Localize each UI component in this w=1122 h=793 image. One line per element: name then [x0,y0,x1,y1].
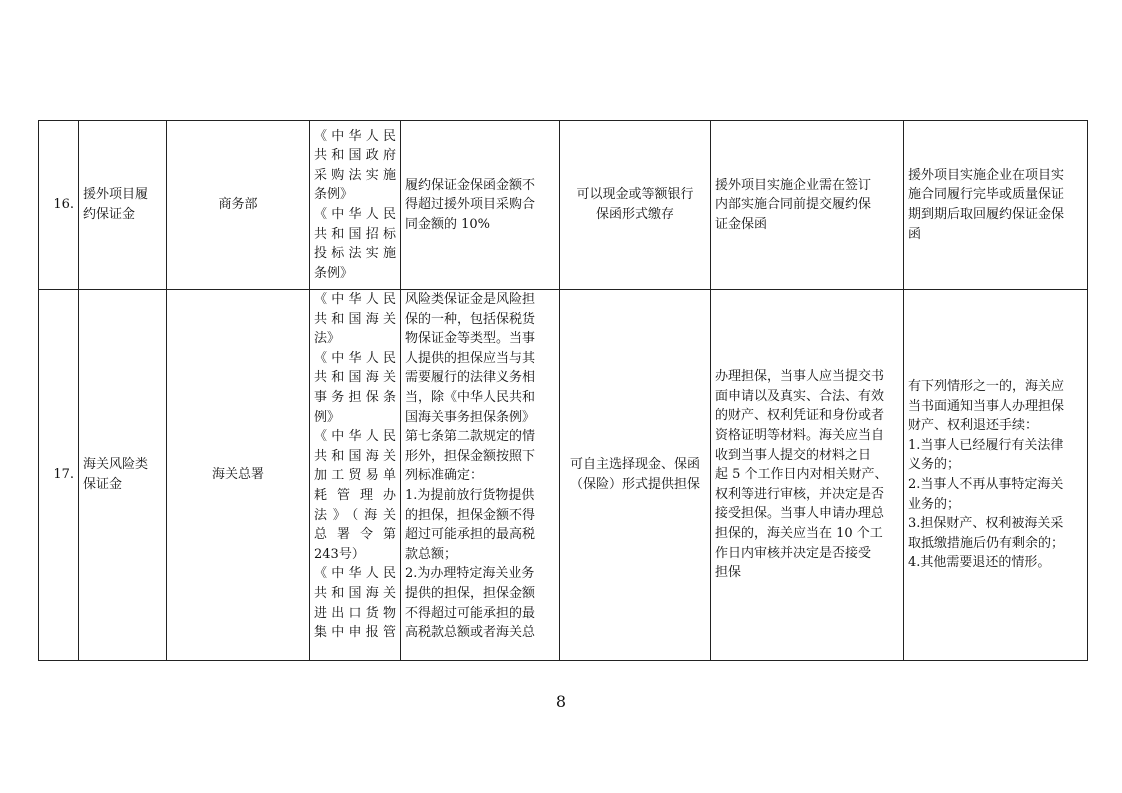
legal-basis-line: 共和国海关 [314,448,396,464]
legal-basis-line: 共和国海关 [314,585,396,601]
amount-standard-line: 物保证金等类型。当事 [405,331,536,347]
item-name-line: 海关风险类 [83,457,149,473]
procedure-line: 接受担保。当事人申请办理总 [715,506,885,522]
amount-standard-line: 高税款总额或者海关总 [405,625,536,641]
row-number: 16. [39,121,79,290]
procedure-line: 的财产、权利凭证和身份或者 [715,408,885,424]
amount-standard-line: 不得超过可能承担的最 [405,605,536,621]
procedure-line: 作日内审核并决定是否接受 [715,545,872,561]
payment-form-cell [560,121,711,290]
amount-standard-line: 1.为提前放行货物提供 [405,487,535,503]
refund-line: 财产、权利退还手续： [908,418,1039,434]
refund-line: 期到期后取回履约保证金保 [908,207,1065,222]
item-name-line: 约保证金 [83,207,136,222]
refund-line: 1.当事人已经履行有关法律 [908,437,1064,453]
legal-basis-line: 《中华人民 [314,566,396,582]
refund-line: 当书面通知当事人办理担保 [908,398,1065,414]
payment-form-line: （保险）形式提供担保 [569,477,700,492]
procedure-line: 收到当事人提交的材料之日 [715,447,872,463]
payment-form-line: 可自主选择现金、保函 [569,457,700,473]
legal-basis-line: 事务担保条 [314,389,396,405]
legal-basis-line: 法》（海关 [314,507,396,523]
legal-basis-cell [310,121,401,290]
amount-standard-line: 款总额； [405,546,458,562]
legal-basis-line: 《中华人民 [314,292,396,307]
legal-basis-line: 243号） [314,546,365,562]
refund-line: 取抵缴措施后仍有剩余的； [908,535,1065,551]
amount-standard-line: 的担保，担保金额不得 [405,507,536,523]
amount-standard-line: 2.为办理特定海关业务 [405,566,535,582]
amount-standard-line: 需要履行的法律义务相 [405,370,536,386]
legal-basis-line: 共和国招标 [314,226,396,242]
refund-cell [904,121,1088,290]
procedure-cell [711,121,904,290]
department-cell: 海关总署 [167,290,310,661]
page-number: 8 [555,692,567,711]
legal-basis-line: 共和国海关 [314,370,396,386]
procedure-line: 权利等进行审核，并决定是否 [715,486,885,502]
legal-basis-line: 法》 [314,331,341,347]
amount-standard-line: 同金额的 10% [405,216,491,232]
refund-line: 3.担保财产、权利被海关采 [908,516,1064,532]
amount-standard-line: 列标准确定： [405,468,484,484]
table-row [39,121,1088,290]
procedure-line: 援外项目实施企业需在签订 [715,177,872,193]
legal-basis-line: 《中华人民 [314,350,396,366]
item-name-line: 援外项目履 [83,187,149,203]
refund-line: 有下列情形之一的，海关应 [908,379,1065,395]
item-name-cell [79,290,167,661]
payment-form-line: 可以现金或等额银行 [576,187,694,203]
amount-standard-line: 国海关事务担保条例》 [405,409,536,425]
amount-standard-line: 当，除《中华人民共和 [405,389,536,405]
row-number: 17. [39,290,79,661]
legal-basis-line: 加工贸易单 [314,468,396,484]
legal-basis-line: 耗管理办 [314,487,396,503]
guarantee-deposit-table [38,120,1088,661]
amount-standard-line: 第七条第二款规定的情 [405,429,536,445]
refund-cell [904,290,1088,661]
amount-standard-line: 提供的担保，担保金额 [405,585,536,601]
procedure-line: 资格证明等材料。海关应当自 [715,428,885,444]
refund-line: 援外项目实施企业在项目实 [908,167,1065,183]
amount-standard-line: 风险类保证金是风险担 [405,292,536,307]
legal-basis-line: 进出口货物 [314,605,396,621]
amount-standard-line: 形外，担保金额按照下 [405,448,536,464]
procedure-line: 证金保函 [715,216,768,232]
amount-standard-cell [401,121,560,290]
legal-basis-line: 《中华人民 [314,429,396,445]
refund-line: 义务的； [908,457,961,473]
procedure-line: 担保 [715,565,742,581]
legal-basis-line: 集中申报管 [314,625,396,641]
legal-basis-line: 总署令第 [314,527,396,543]
item-name-cell [79,121,167,290]
payment-form-line: 保函形式缴存 [595,207,674,222]
procedure-line: 内部实施合同前提交履约保 [715,197,872,213]
legal-basis-cell [310,290,401,661]
payment-form-cell [560,290,711,661]
legal-basis-line: 《中华人民 [314,128,396,144]
procedure-line: 面申请以及真实、合法、有效 [715,388,885,404]
procedure-line: 起 5 个工作日内对相关财产、 [715,467,888,483]
legal-basis-line: 共和国政府 [314,148,396,164]
legal-basis-line: 采购法实施 [314,167,396,183]
amount-standard-line: 得超过援外项目采购合 [405,197,536,213]
table-row [39,290,1088,661]
procedure-line: 担保的，海关应当在 10 个工 [715,525,883,541]
refund-line: 4.其他需要退还的情形。 [908,555,1051,571]
legal-basis-line: 条例》 [314,265,354,281]
amount-standard-cell [401,290,560,661]
refund-line: 施合同履行完毕或质量保证 [908,187,1065,203]
procedure-cell [711,290,904,661]
legal-basis-line: 投标法实施 [314,246,396,262]
amount-standard-line: 人提供的担保应当与其 [405,350,536,366]
refund-line: 业务的； [908,496,961,512]
legal-basis-line: 条例》 [314,187,354,203]
refund-line: 函 [908,226,922,242]
legal-basis-line: 共和国海关 [314,311,396,327]
refund-line: 2.当事人不再从事特定海关 [908,477,1064,492]
procedure-line: 办理担保，当事人应当提交书 [715,369,885,385]
department-cell: 商务部 [167,121,310,290]
amount-standard-line: 履约保证金保函金额不 [405,177,536,193]
legal-basis-line: 例》 [314,409,341,425]
legal-basis-line: 《中华人民 [314,207,396,222]
item-name-line: 保证金 [83,477,123,492]
amount-standard-line: 超过可能承担的最高税 [405,527,536,543]
amount-standard-line: 保的一种，包括保税货 [405,311,536,327]
